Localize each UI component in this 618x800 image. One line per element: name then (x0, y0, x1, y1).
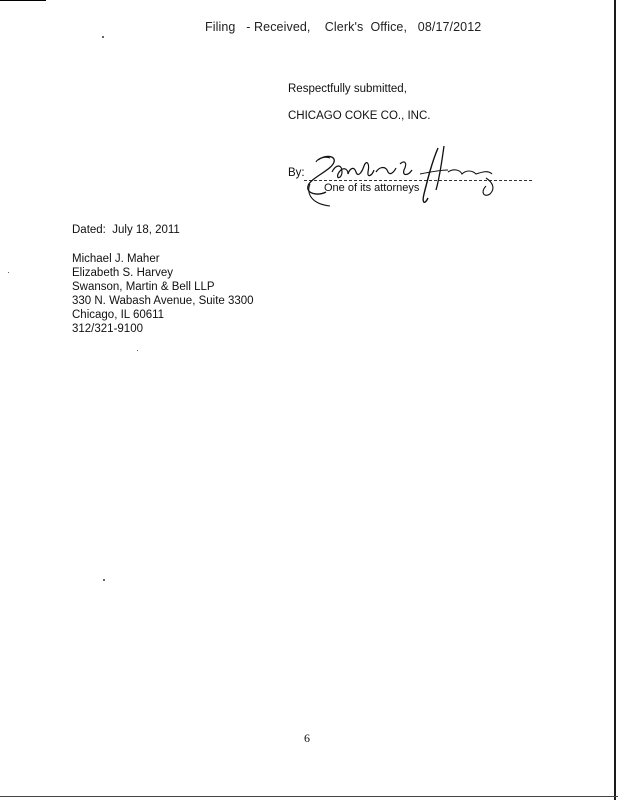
scan-speck (8, 272, 9, 273)
by-label: By: (288, 167, 305, 179)
dated-line: Dated: July 18, 2011 (72, 224, 180, 236)
handwritten-signature (296, 142, 536, 214)
scan-speck (102, 36, 104, 38)
company-name: CHICAGO COKE CO., INC. (288, 110, 431, 122)
scan-bottom-edge (0, 796, 618, 797)
scan-speck (137, 350, 138, 351)
scan-corner-mark (0, 0, 46, 1)
filing-stamp-header: Filing - Received, Clerk's Office, 08/17/2012 (205, 20, 482, 34)
city-state-zip: Chicago, IL 60611 (72, 309, 165, 321)
closing-line: Respectfully submitted, (288, 83, 407, 95)
phone-number: 312/321-9100 (72, 323, 143, 335)
scan-right-edge (614, 0, 616, 800)
law-firm-name: Swanson, Martin & Bell LLP (72, 281, 215, 293)
signature-caption: One of its attorneys (324, 182, 420, 194)
attorney-name-1: Michael J. Maher (72, 253, 160, 265)
scan-speck (103, 579, 105, 581)
attorney-name-2: Elizabeth S. Harvey (72, 267, 173, 279)
attorney-address-block (72, 252, 254, 336)
street-address: 330 N. Wabash Avenue, Suite 3300 (72, 295, 254, 307)
page-number: 6 (304, 731, 310, 745)
